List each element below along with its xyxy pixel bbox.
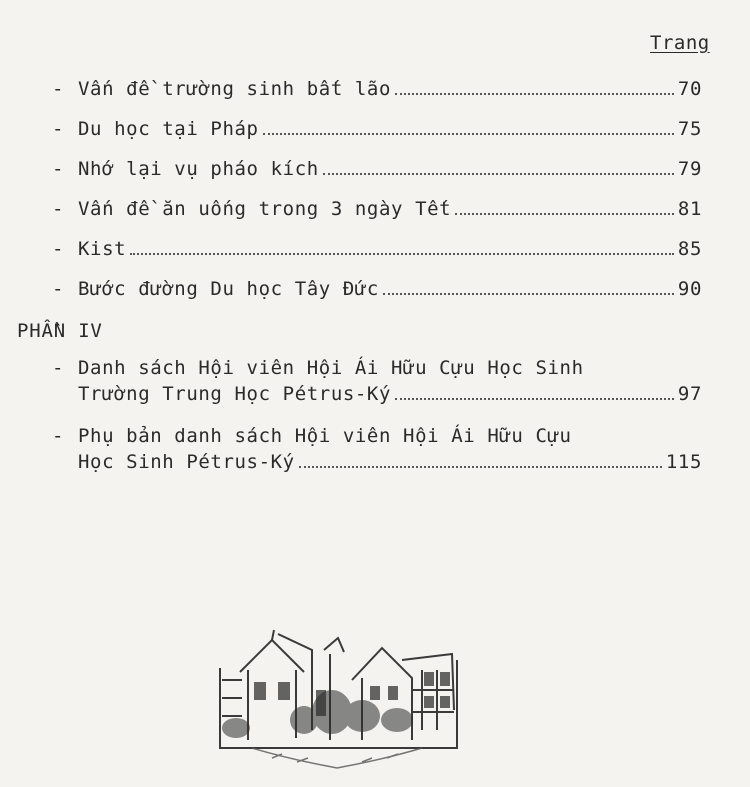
entry-title-line2: Học Sinh Pétrus-Ký [78, 451, 295, 473]
toc-entry [52, 158, 702, 180]
entry-title: Kist [78, 238, 127, 260]
entry-dash: - [52, 425, 65, 447]
house-sketch-illustration [212, 620, 462, 770]
entry-page-number: 115 [665, 451, 702, 473]
entry-title: Bước đường Du học Tây Đức [78, 278, 379, 300]
toc-entry [52, 118, 702, 140]
entry-page-number: 97 [677, 383, 702, 405]
dot-leader [299, 466, 662, 468]
entry-dash: - [52, 198, 65, 220]
entry-page-number: 79 [677, 158, 702, 180]
toc-entry [52, 198, 702, 220]
entry-dash: - [52, 158, 65, 180]
dot-leader [455, 213, 674, 215]
entry-dash: - [52, 278, 65, 300]
entry-dash: - [52, 357, 65, 379]
entry-page-number: 75 [677, 118, 702, 140]
entry-title: Du học tại Pháp [78, 118, 259, 140]
entry-page-number: 85 [677, 238, 702, 260]
dot-leader [383, 293, 674, 295]
entry-page-number: 90 [677, 278, 702, 300]
entry-dash: - [52, 118, 65, 140]
dot-leader [323, 173, 674, 175]
toc-entry [52, 238, 702, 260]
entry-title-line1: Phụ bản danh sách Hội viên Hội Ái Hữu Cựu [78, 425, 572, 447]
toc-entry [52, 357, 702, 405]
dot-leader [130, 253, 674, 255]
entry-title-line1: Danh sách Hội viên Hội Ái Hữu Cựu Học Sinh [78, 357, 584, 379]
entry-page-number: 81 [677, 198, 702, 220]
entry-title: Vấn đề ăn uống trong 3 ngày Tết [78, 198, 452, 220]
entry-title: Vấn đề trường sinh bất lão [78, 78, 392, 100]
entry-title: Nhớ lại vụ pháo kích [78, 158, 319, 180]
entry-dash: - [52, 238, 65, 260]
section-heading: PHẦN IV [17, 320, 103, 342]
dot-leader [263, 133, 674, 135]
entry-page-number: 70 [677, 78, 702, 100]
entry-title-line2: Trường Trung Học Pétrus-Ký [78, 383, 392, 405]
entry-dash: - [52, 78, 65, 100]
toc-entry [52, 78, 702, 100]
dot-leader [395, 398, 674, 400]
dot-leader [395, 93, 674, 95]
toc-entry [52, 278, 702, 300]
toc-entry [52, 425, 702, 473]
page-column-header: Trang [650, 32, 710, 54]
